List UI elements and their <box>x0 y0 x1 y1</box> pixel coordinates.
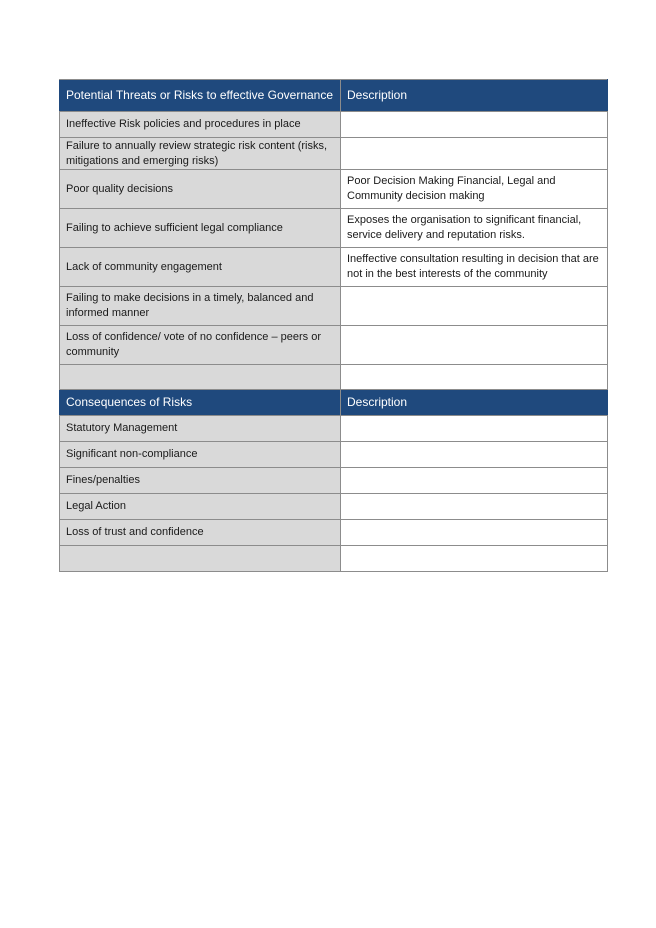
description-cell <box>341 546 608 572</box>
consequence-cell: Statutory Management <box>60 416 341 442</box>
table-row <box>60 546 608 572</box>
table-row <box>60 494 608 520</box>
description-cell <box>341 442 608 468</box>
consequence-cell: Loss of trust and confidence <box>60 520 341 546</box>
table-row <box>60 287 608 326</box>
threat-cell: Ineffective Risk policies and procedures in place <box>60 112 341 138</box>
threat-cell: Failure to annually review strategic risk content (risks, mitigations and emerging risks) <box>60 138 341 170</box>
consequence-cell: Fines/penalties <box>60 468 341 494</box>
threats-header-title: Potential Threats or Risks to effective Governance <box>60 80 341 112</box>
consequence-cell: Significant non-compliance <box>60 442 341 468</box>
threat-cell: Failing to achieve sufficient legal compliance <box>60 209 341 248</box>
table-row <box>60 468 608 494</box>
table-row <box>60 416 608 442</box>
consequence-cell: Legal Action <box>60 494 341 520</box>
risk-table <box>59 79 608 572</box>
description-cell <box>341 494 608 520</box>
description-cell: Poor Decision Making Financial, Legal and Community decision making <box>341 170 608 209</box>
consequences-header-row <box>60 390 608 416</box>
description-cell <box>341 520 608 546</box>
description-cell: Exposes the organisation to significant financial, service delivery and reputation risks. <box>341 209 608 248</box>
description-cell <box>341 287 608 326</box>
consequences-header-title: Consequences of Risks <box>60 390 341 416</box>
threat-cell: Loss of confidence/ vote of no confidence – peers or community <box>60 326 341 365</box>
table-row <box>60 520 608 546</box>
description-cell: Ineffective consultation resulting in decision that are not in the best interests of the community <box>341 248 608 287</box>
table-row <box>60 442 608 468</box>
description-cell <box>341 416 608 442</box>
description-cell <box>341 112 608 138</box>
table-row <box>60 248 608 287</box>
threat-cell <box>60 365 341 390</box>
table-row <box>60 112 608 138</box>
description-cell <box>341 326 608 365</box>
threat-cell: Poor quality decisions <box>60 170 341 209</box>
table-row <box>60 170 608 209</box>
threats-header-row <box>60 80 608 112</box>
description-cell <box>341 365 608 390</box>
table-row <box>60 326 608 365</box>
threat-cell: Failing to make decisions in a timely, balanced and informed manner <box>60 287 341 326</box>
table-row <box>60 365 608 390</box>
description-cell <box>341 138 608 170</box>
description-cell <box>341 468 608 494</box>
threats-header-description: Description <box>341 80 608 112</box>
consequence-cell <box>60 546 341 572</box>
table-row <box>60 138 608 170</box>
threat-cell: Lack of community engagement <box>60 248 341 287</box>
table-row <box>60 209 608 248</box>
consequences-header-description: Description <box>341 390 608 416</box>
